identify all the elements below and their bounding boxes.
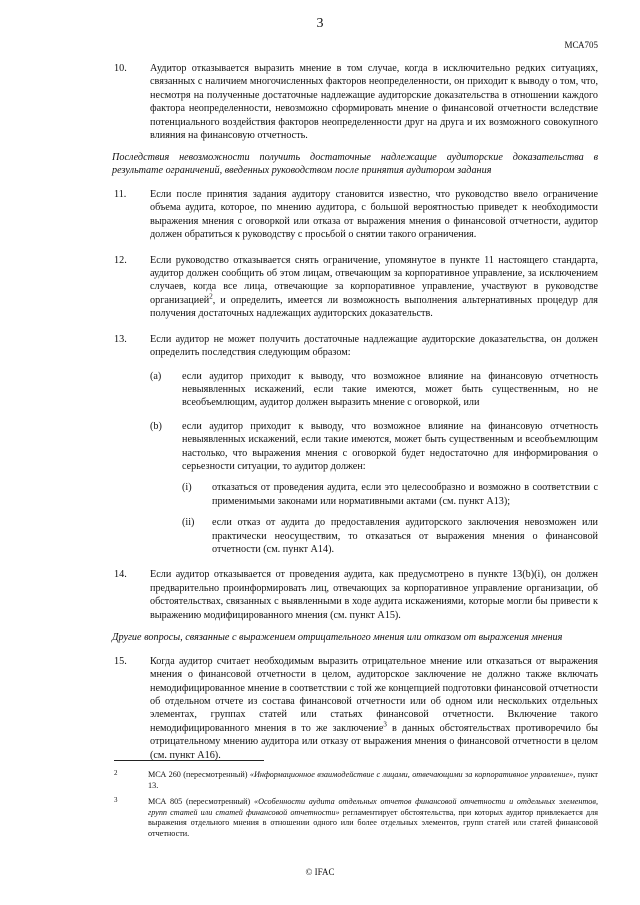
paragraph-text: Если руководство отказывается снять ограничение, упомянутое в пункте 11 настоящего стандарта, аудитор должен сообщить об этом лицам, отвечающим за корпоративное управление, за исключением случаев, когда все лица, отвечающие за корпоративное управление, участвуют в руководстве организацией — [150, 254, 598, 306]
footnote-title: «Информационное взаимодействие с лицами, отвечающими за корпоративное управление» — [249, 770, 574, 779]
subparagraph-b-i — [182, 481, 598, 508]
subparagraph-text: если отказ от аудита до предоставления аудиторского заключения невозможен или практически неосуществим, то отказаться от выражения мнения о финансовой отчетности (см. пункт A14). — [212, 517, 598, 555]
subparagraph-text: если аудитор приходит к выводу, что возможное влияние на финансовую отчетность невыявленных искажений, если такие имеются, может быть существенным и всеобъемлющим настолько, что выражения мнения с оговоркой будет недостаточно для информирования о серьезности ситуации, то аудитор должен: — [182, 420, 598, 472]
paragraph-number: 13. — [114, 333, 127, 345]
subparagraph-label: (b) — [150, 420, 162, 432]
paragraph-13 — [114, 333, 598, 557]
subparagraph-b-ii — [182, 516, 598, 556]
footnotes — [114, 770, 598, 846]
paragraph-number: 10. — [114, 63, 127, 74]
footnote-3 — [114, 797, 598, 839]
paragraph-11 — [114, 188, 598, 242]
footnote-text-end: , пункт 13. — [148, 770, 598, 790]
document-body — [114, 62, 598, 774]
document-code: МСА705 — [564, 40, 598, 50]
subparagraph-label: (i) — [182, 482, 192, 494]
subparagraph-text: отказаться от проведения аудита, если это целесообразно и возможно в соответствии с применимыми законами или нормативными актами (см. пункт A13); — [212, 482, 598, 507]
footnote-reference[interactable]: 2 — [209, 292, 213, 301]
footnote-reference[interactable]: 3 — [383, 720, 387, 729]
paragraph-15 — [114, 655, 598, 762]
paragraph-number: 15. — [114, 655, 127, 667]
copyright: © IFAC — [305, 867, 335, 877]
subparagraph-label: (a) — [150, 370, 162, 382]
footnote-divider — [114, 760, 264, 761]
paragraph-text: Когда аудитор считает необходимым выразить отрицательное мнение или отказаться от выражения мнения о финансовой отчетности в целом, аудиторское заключение не должно также включать немодифицированное мнение в соответствии с той же концепцией подготовки финансовой отчетности об отдельном отчете из состава финансовой отчетности или об одном или нескольких отдельных элементах, группах статей или статьях финансовой отчетности. Включение такого немодифицированного мнения в то же заключение — [150, 655, 598, 734]
subparagraph-a — [150, 370, 598, 410]
paragraph-number: 11. — [114, 189, 127, 201]
footnote-text: МСА 260 (пересмотренный) — [148, 770, 250, 779]
paragraph-12 — [114, 254, 598, 321]
section-heading-other-matters: Другие вопросы, связанные с выражением отрицательного мнения или отказом от выражения мнения — [112, 632, 563, 643]
subparagraph-label: (ii) — [182, 517, 195, 529]
footnote-title: «Особенности аудита отдельных отчетов финансовой отчетности и отдельных элементов, групп статей или статей финансовой отчетности» — [148, 797, 599, 817]
subparagraph-text: если аудитор приходит к выводу, что возможное влияние на финансовую отчетность невыявленных искажений, если такие имеются, может быть существенным, но не всеобъемлющим, аудитор должен выразить мнение с оговоркой, или — [182, 370, 598, 409]
subparagraph-b — [150, 420, 598, 557]
paragraph-text-continued: в данных обстоятельствах противоречило бы отрицательному мнению аудитора или отказу от выражения мнения о финансовой отчетности в целом (см. пункт A16). — [150, 722, 598, 761]
page-number: 3 — [316, 16, 324, 31]
paragraph-text: Если после принятия задания аудитору становится известно, что руководство ввело ограничение объема аудита, которое, по мнению аудитора, с большой вероятностью приведет к необходимости выражения мнения с оговоркой или отказа от выражения мнения о финансовой отчетности, аудитор должен обратиться к руководству с просьбой о снятии такого ограничения. — [150, 189, 598, 241]
footnote-text: МСА 805 (пересмотренный) — [148, 797, 255, 807]
paragraph-number: 12. — [114, 254, 127, 266]
footnote-2 — [114, 770, 598, 791]
paragraph-text: Аудитор отказывается выразить мнение в том случае, когда в исключительно редких ситуациях, связанных с наличием многочисленных факторов неопределенности, он приходит к выводу о том, что, несмотря на полученные достаточные надлежащие аудиторские доказательства в отношении каждого фактора неопределенности, невозможно сформировать мнение о финансовой отчетности вследствие потенциального воздействия факторов неопределенности друг на друга и их возможного совокупного влияния на финансовую отчетность. — [150, 63, 598, 142]
footnote-mark: 3 — [114, 796, 118, 805]
paragraph-text: Если аудитор отказывается от проведения аудита, как предусмотрено в пункте 13(b)(i), он должен предварительно проинформировать лиц, отвечающих за корпоративное управление организации, об обстоятельствах, связанных с выявленными в ходе аудита искажениями, которые могли бы привести к выражению модифицированного мнения (см. пункт A15). — [150, 569, 598, 621]
paragraph-number: 14. — [114, 569, 127, 581]
footnote-text-end: регламентирует обстоятельства, при которых аудитор привлекается для выражения отдельного мнения в отношении одного или более отдельных элементов, групп статей или статей финансовой отчетности. — [148, 807, 599, 838]
section-heading-scope-limitation: Последствия невозможности получить достаточные надлежащие аудиторские доказательства в результате ограничений, введенных руководством после принятия аудитором задания — [112, 152, 598, 177]
paragraph-14 — [114, 568, 598, 622]
paragraph-text-continued: , и определить, имеется ли возможность выполнения альтернативных процедур для получения достаточных надлежащих аудиторских доказательств. — [150, 294, 598, 320]
footnote-mark: 2 — [114, 769, 118, 777]
paragraph-text: Если аудитор не может получить достаточные надлежащие аудиторские доказательства, он должен определить последствия следующим образом: — [150, 333, 598, 359]
paragraph-10 — [114, 62, 598, 142]
